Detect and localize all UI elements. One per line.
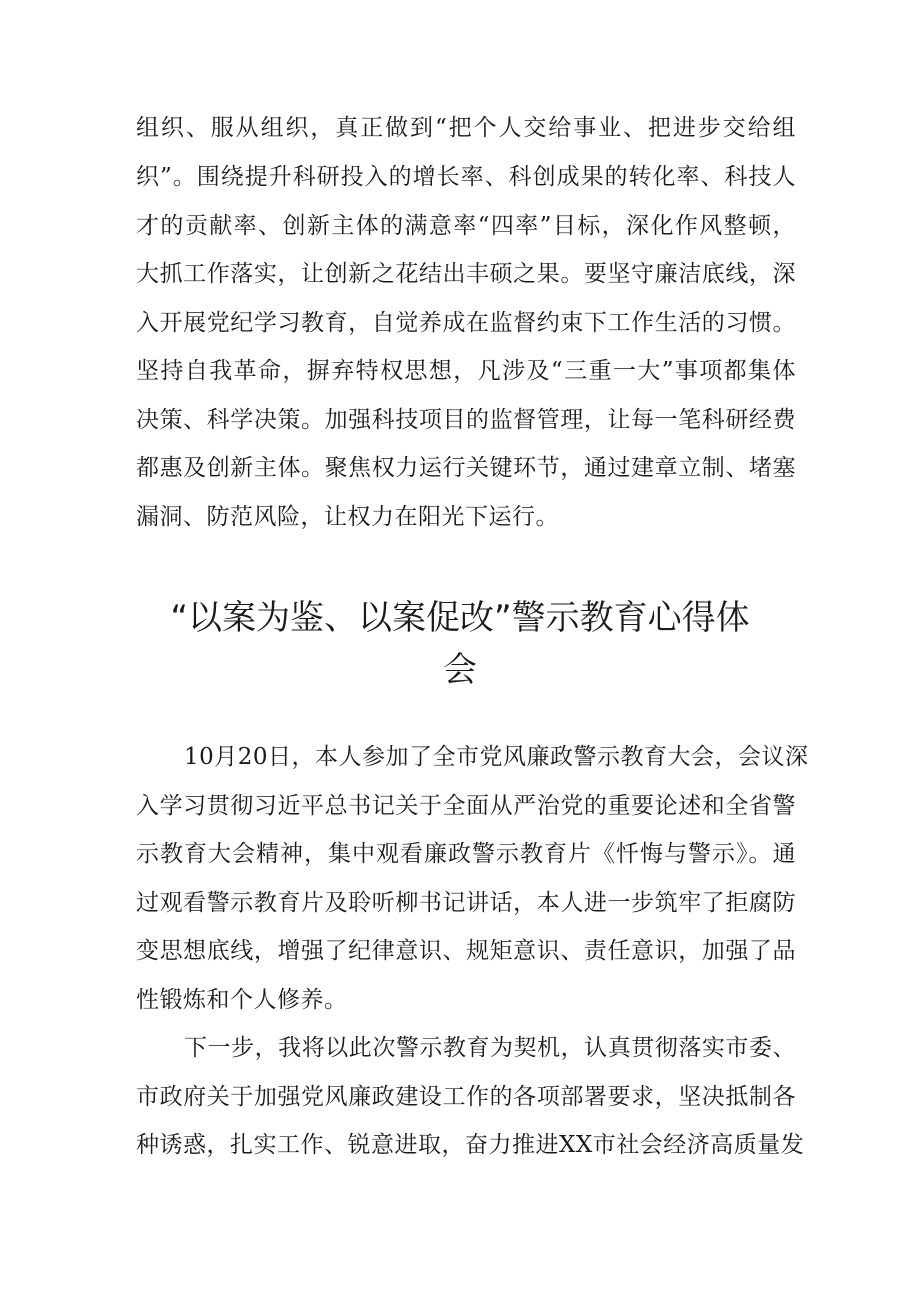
paragraph1-line-4: 过观看警示教育片及聆听柳书记讲话，本人进一步筑牢了拒腐防 xyxy=(136,890,796,916)
paragraph1-line-1: 10月20日，本人参加了全市党风廉政警示教育大会，会议深 xyxy=(184,744,809,770)
paragraph2-line-1: 下一步，我将以此次警示教育为契机，认真贯彻落实市委、 xyxy=(184,1035,796,1061)
paragraph1-line-5: 变思想底线，增强了纪律意识、规矩意识、责任意识，加强了品 xyxy=(136,938,796,964)
continuation-line-9: 漏洞、防范风险，让权力在阳光下运行。 xyxy=(136,504,559,530)
continuation-line-4: 大抓工作落实，让创新之花结出丰硕之果。要坚守廉洁底线，深 xyxy=(136,261,796,287)
article-title-line-2: 会 xyxy=(443,650,477,690)
paragraph2-line-3: 种诱惑，扎实工作、锐意进取，奋力推进XX市社会经济高质量发 xyxy=(136,1132,805,1158)
continuation-line-3: 才的贡献率、创新主体的满意率“四率”目标，深化作风整顿， xyxy=(136,213,796,239)
continuation-line-2: 织”。围绕提升科研投入的增长率、科创成果的转化率、科技人 xyxy=(136,164,796,190)
continuation-line-5: 入开展党纪学习教育，自觉养成在监督约束下工作生活的习惯。 xyxy=(136,310,796,336)
paragraph1-line-6: 性锻炼和个人修养。 xyxy=(136,987,348,1013)
continuation-line-8: 都惠及创新主体。聚焦权力运行关键环节，通过建章立制、堵塞 xyxy=(136,455,796,481)
continuation-line-6: 坚持自我革命，摒弃特权思想，凡涉及“三重一大”事项都集体 xyxy=(136,358,796,384)
article-title-line-1: “以案为鉴、以案促改”警示教育心得体 xyxy=(170,598,750,638)
paragraph1-line-2: 入学习贯彻习近平总书记关于全面从严治党的重要论述和全省警 xyxy=(136,793,796,819)
paragraph2-line-2: 市政府关于加强党风廉政建设工作的各项部署要求，坚决抵制各 xyxy=(136,1084,796,1110)
continuation-line-7: 决策、科学决策。加强科技项目的监督管理，让每一笔科研经费 xyxy=(136,407,796,433)
continuation-line-1: 组织、服从组织，真正做到“把个人交给事业、把进步交给组 xyxy=(136,115,796,141)
paragraph1-line-3: 示教育大会精神，集中观看廉政警示教育片《忏悔与警示》。通 xyxy=(136,841,796,867)
